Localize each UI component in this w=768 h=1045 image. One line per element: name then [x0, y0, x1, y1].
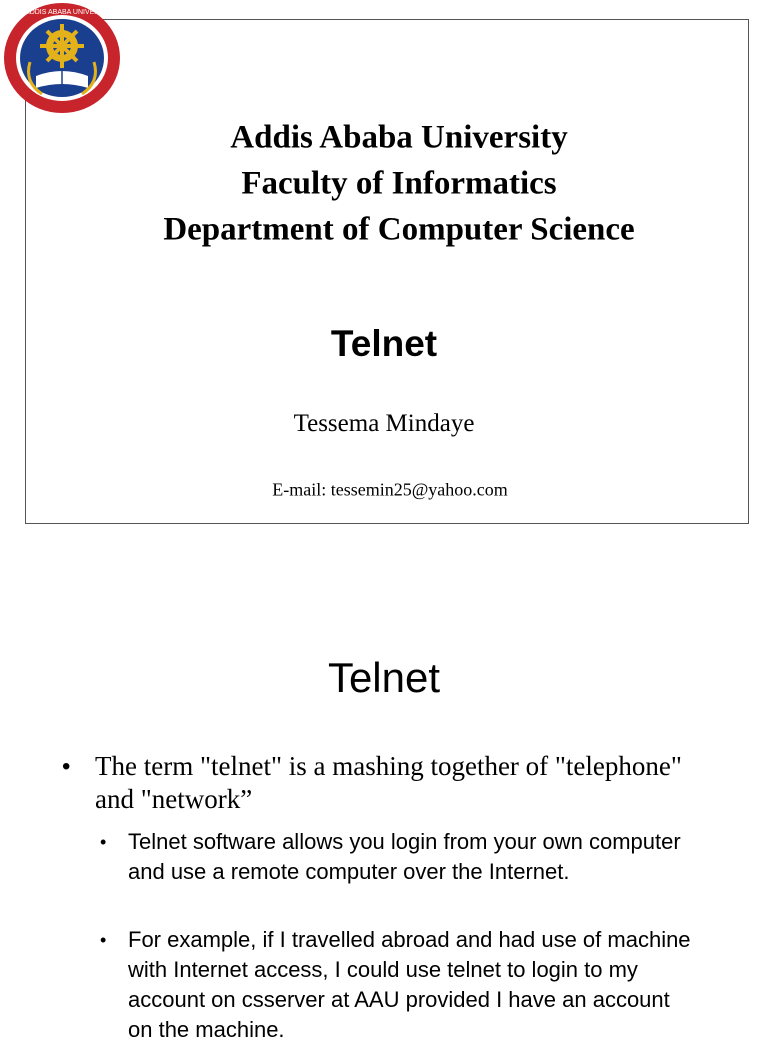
main-bullet — [62, 750, 682, 816]
department-name: Department of Computer Science — [163, 211, 635, 248]
slide2-title: Telnet — [327, 654, 441, 701]
sub-bullet-1 — [100, 827, 700, 887]
sub-bullet-text: For example, if I travelled abroad and had use of machine with Internet access, I could use telnet to login to my account on csserver at AAU provided I have an account on the machine. — [128, 927, 691, 1042]
sub-bullet-text: Telnet software allows you login from your own computer and use a remote computer over the Internet. — [128, 829, 681, 884]
slide1-title: Telnet — [330, 323, 438, 364]
main-bullet-text: The term "telnet" is a mashing together of "telephone" and "network” — [95, 751, 682, 814]
title-slide — [25, 19, 749, 524]
university-logo — [2, 2, 122, 114]
bullet-dot-icon: • — [100, 930, 107, 950]
faculty-name: Faculty of Informatics — [241, 165, 557, 202]
bullet-dot-icon: • — [62, 753, 71, 780]
bullet-dot-icon: • — [100, 832, 107, 852]
author-name: Tessema Mindaye — [293, 410, 475, 437]
university-name: Addis Ababa University — [230, 119, 568, 156]
sub-bullet-2 — [100, 925, 700, 1045]
author-email: E-mail: tessemin25@yahoo.com — [272, 479, 508, 500]
logo-text: AAU ADDIS ABABA UNIVERSITY — [9, 9, 115, 16]
